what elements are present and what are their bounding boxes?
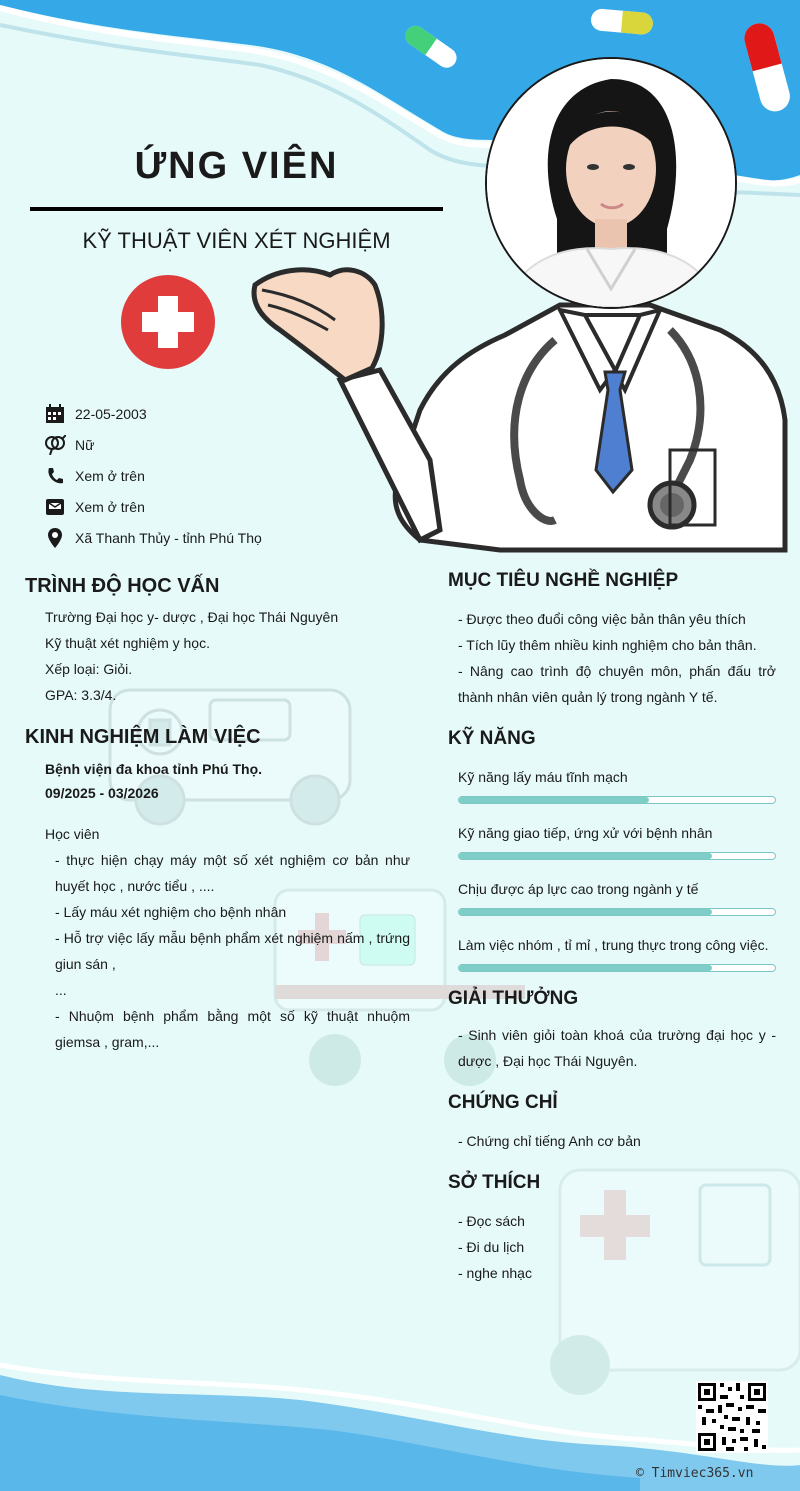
experience-company: Bệnh viện đa khoa tỉnh Phú Thọ. xyxy=(45,761,263,777)
objective-content xyxy=(448,606,776,710)
education-line: Xếp loại: Giỏi. xyxy=(45,661,133,677)
phone-value: Xem ở trên xyxy=(75,467,145,484)
objective-item: - Được theo đuổi công việc bản thân yêu thích xyxy=(458,611,746,627)
experience-content xyxy=(25,757,410,1055)
skill-bar xyxy=(458,852,776,860)
experience-item: ... xyxy=(55,982,67,998)
red-cross-icon xyxy=(120,274,216,370)
info-address xyxy=(44,522,374,553)
awards-content xyxy=(448,1022,776,1074)
skill-item xyxy=(458,932,776,972)
skill-bar xyxy=(458,964,776,972)
certificates-title: CHỨNG CHỈ xyxy=(448,1092,558,1113)
skill-fill xyxy=(459,909,712,915)
skill-item xyxy=(458,764,776,804)
certificate-item: - Chứng chỉ tiếng Anh cơ bản xyxy=(458,1133,641,1149)
award-item: - Sinh viên giỏi toàn khoá của trường đại học y - dược , Đại học Thái Nguyên. xyxy=(458,1027,776,1069)
objective-item: - Tích lũy thêm nhiều kinh nghiệm cho bản thân. xyxy=(458,637,757,653)
info-dob xyxy=(44,398,374,429)
job-position: KỸ THUẬT VIÊN XÉT NGHIỆM xyxy=(82,228,391,253)
skill-bar xyxy=(458,908,776,916)
experience-title: KINH NGHIỆM LÀM VIỆC xyxy=(25,726,261,748)
info-email xyxy=(44,491,374,522)
experience-item: - Lấy máu xét nghiệm cho bệnh nhân xyxy=(55,904,287,920)
education-title: TRÌNH ĐỘ HỌC VẤN xyxy=(25,575,220,597)
skill-fill xyxy=(459,965,712,971)
experience-items xyxy=(45,847,410,1055)
personal-info xyxy=(44,398,374,553)
skill-item xyxy=(458,820,776,860)
profile-photo xyxy=(485,57,737,309)
phone-icon xyxy=(44,465,66,487)
experience-item: - Hỗ trợ việc lấy mẫu bệnh phẩm xét nghiệm nấm , trứng giun sán , xyxy=(55,930,410,972)
gender-icon xyxy=(44,434,66,456)
email-value: Xem ở trên xyxy=(75,498,145,515)
education-line: GPA: 3.3/4. xyxy=(45,687,117,703)
address-value: Xã Thanh Thủy - tỉnh Phú Thọ xyxy=(75,529,262,546)
email-icon xyxy=(44,496,66,518)
objective-item: - Nâng cao trình độ chuyên môn, phấn đấu trở thành nhân viên quản lý trong ngành Y tế. xyxy=(458,663,776,705)
education-line: Trường Đại học y- dược , Đại học Thái Nguyên xyxy=(45,609,339,625)
hobby-item: - Đi du lịch xyxy=(458,1239,525,1255)
skill-name: Kỹ năng giao tiếp, ứng xử với bệnh nhân xyxy=(458,825,713,841)
experience-role: Học viên xyxy=(45,826,100,842)
skill-name: Chịu được áp lực cao trong ngành y tế xyxy=(458,881,699,897)
info-phone xyxy=(44,460,374,491)
hobbies-content xyxy=(448,1208,776,1286)
hobby-item: - nghe nhạc xyxy=(458,1265,532,1281)
skill-bar xyxy=(458,796,776,804)
skill-item xyxy=(458,876,776,916)
calendar-icon xyxy=(44,403,66,425)
copyright-text: © Timviec365.vn xyxy=(636,1466,754,1481)
candidate-name: ỨNG VIÊN xyxy=(134,145,339,187)
skills-list xyxy=(448,764,776,972)
hobby-item: - Đọc sách xyxy=(458,1213,525,1229)
info-gender xyxy=(44,429,374,460)
experience-item: - thực hiện chạy máy một số xét nghiệm cơ bản như huyết học , nước tiểu , .... xyxy=(55,852,410,894)
right-column xyxy=(448,570,776,1286)
certificates-content xyxy=(448,1128,776,1154)
qr-code[interactable] xyxy=(696,1381,768,1453)
left-column xyxy=(25,575,410,1055)
skills-title: KỸ NĂNG xyxy=(448,728,536,749)
skill-name: Làm việc nhóm , tỉ mỉ , trung thực trong công việc. xyxy=(458,937,769,953)
skill-fill xyxy=(459,853,712,859)
hobbies-title: SỞ THÍCH xyxy=(448,1172,541,1193)
experience-period: 09/2025 - 03/2026 xyxy=(45,785,159,801)
dob-value: 22-05-2003 xyxy=(75,405,147,422)
skill-name: Kỹ năng lấy máu tĩnh mạch xyxy=(458,769,628,785)
location-pin-icon xyxy=(44,527,66,549)
education-line: Kỹ thuật xét nghiệm y học. xyxy=(45,635,210,651)
gender-value: Nữ xyxy=(75,436,95,453)
title-divider xyxy=(30,207,443,211)
experience-item: - Nhuộm bệnh phẩm bằng một số kỹ thuật nhuộm giemsa , gram,... xyxy=(55,1008,410,1050)
skill-fill xyxy=(459,797,649,803)
education-content xyxy=(25,604,410,708)
awards-title: GIẢI THƯỞNG xyxy=(448,988,579,1009)
objective-title: MỤC TIÊU NGHỀ NGHIỆP xyxy=(448,570,679,591)
